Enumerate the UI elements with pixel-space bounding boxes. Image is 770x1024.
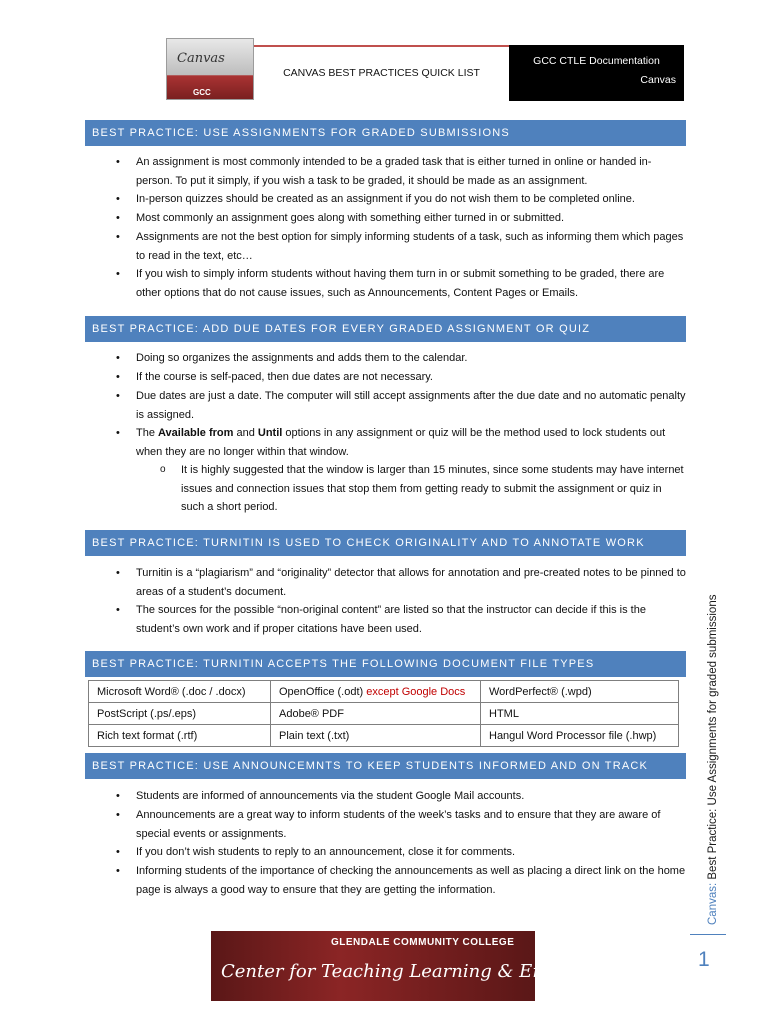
table-row xyxy=(89,703,679,725)
list-item: • Turnitin is a “plagiarism” and “originality” detector that allows for annotation and pre-created notes to be pinned to areas of a student’s document. xyxy=(136,564,686,601)
bold-term-until: Until xyxy=(257,427,283,439)
file-types-table xyxy=(88,680,679,747)
list-item: • Students are informed of announcements via the student Google Mail accounts. xyxy=(136,787,686,806)
table-cell: Rich text format (.rtf) xyxy=(89,725,271,747)
sidebar-text: Best Practice: Use Assignments for graded submissions xyxy=(707,594,719,880)
list-item: • If the course is self-paced, then due dates are not necessary. xyxy=(136,368,686,387)
page-number-divider xyxy=(690,934,726,935)
table-cell: Plain text (.txt) xyxy=(271,725,481,747)
list-item: • The sources for the possible “non-original content” are listed so that the instructor can decide if this is the student’s own work and if proper citations have been used. xyxy=(136,601,686,638)
list-item: • If you don’t wish students to reply to an announcement, close it for comments. xyxy=(136,843,686,862)
table-cell xyxy=(271,681,481,703)
text-run: OpenOffice (.odt) xyxy=(279,685,367,698)
list-item: • Most commonly an assignment goes along with something either turned in or submitted. xyxy=(136,209,686,228)
table-row xyxy=(89,681,679,703)
text-run: The xyxy=(136,427,159,439)
table-cell: WordPerfect® (.wpd) xyxy=(481,681,679,703)
section-heading-turnitin: BEST PRACTICE: TURNITIN IS USED TO CHECK ORIGINALITY AND TO ANNOTATE WORK xyxy=(85,530,686,556)
document-title: CANVAS BEST PRACTICES QUICK LIST xyxy=(254,45,509,101)
sidebar-prefix: Canvas: xyxy=(707,879,719,925)
logo-text: Canvas xyxy=(177,51,225,66)
section-heading-file-types: BEST PRACTICE: TURNITIN ACCEPTS THE FOLLOWING DOCUMENT FILE TYPES xyxy=(85,651,686,677)
table-cell: Microsoft Word® (.doc / .docx) xyxy=(89,681,271,703)
header-doc-label: GCC CTLE Documentation xyxy=(533,55,660,67)
list-item: • If you wish to simply inform students without having them turn in or submit something to be graded, there are other options that do not cause issues, such as Announcements, Content Pages or Emails. xyxy=(136,265,686,302)
table-cell: PostScript (.ps/.eps) xyxy=(89,703,271,725)
college-name: GLENDALE COMMUNITY COLLEGE xyxy=(331,937,515,948)
section-heading-announcements: BEST PRACTICE: USE ANNOUNCEMNTS TO KEEP STUDENTS INFORMED AND ON TRACK xyxy=(85,753,686,779)
sub-list-item: o It is highly suggested that the window is larger than 15 minutes, since some students may have internet issues and connection issues that stop them from getting ready to submit the assignment or quiz in such a short period. xyxy=(181,461,686,517)
table-row xyxy=(89,725,679,747)
list-item: • An assignment is most commonly intended to be a graded task that is either turned in online or handed in-person. To put it simply, if you wish a task to be graded, it should be made as an assignment. xyxy=(136,153,686,190)
header-product-label: Canvas xyxy=(640,74,676,86)
google-docs-exception: except Google Docs xyxy=(366,685,466,698)
section-heading-assignments: BEST PRACTICE: USE ASSIGNMENTS FOR GRADED SUBMISSIONS xyxy=(85,120,686,146)
table-cell: Hangul Word Processor file (.hwp) xyxy=(481,725,679,747)
center-name: Center for Teaching Learning & Engagement xyxy=(221,961,635,982)
canvas-logo xyxy=(166,38,254,100)
list-item: • Assignments are not the best option for simply informing students of a task, such as informing them which pages to read in the text, etc… xyxy=(136,228,686,265)
list-item xyxy=(136,424,686,461)
list-item: • Informing students of the importance of checking the announcements as well as placing a direct link on the home page is always a good way to ensure that they are getting the information. xyxy=(136,862,686,899)
table-cell: HTML xyxy=(481,703,679,725)
sidebar-section-label xyxy=(707,585,719,925)
logo-subtext: GCC xyxy=(193,88,211,97)
list-item: • Doing so organizes the assignments and adds them to the calendar. xyxy=(136,349,686,368)
bold-term-available-from: Available from xyxy=(158,427,234,439)
table-cell: Adobe® PDF xyxy=(271,703,481,725)
header-meta xyxy=(509,45,684,101)
list-item: • In-person quizzes should be created as an assignment if you do not wish them to be completed online. xyxy=(136,190,686,209)
page-number: 1 xyxy=(698,948,710,971)
list-item: • Due dates are just a date. The computer will still accept assignments after the due date and no automatic penalty is assigned. xyxy=(136,387,686,424)
text-run: and xyxy=(233,427,258,439)
ctle-logo xyxy=(211,931,635,1001)
section-heading-due-dates: BEST PRACTICE: ADD DUE DATES FOR EVERY GRADED ASSIGNMENT OR QUIZ xyxy=(85,316,686,342)
list-item: • Announcements are a great way to inform students of the week’s tasks and to ensure that they are aware of special events or assignments. xyxy=(136,806,686,843)
text-run: options in any assignment or quiz will be the method used to lock students out when they are no longer within that window. xyxy=(136,427,666,458)
